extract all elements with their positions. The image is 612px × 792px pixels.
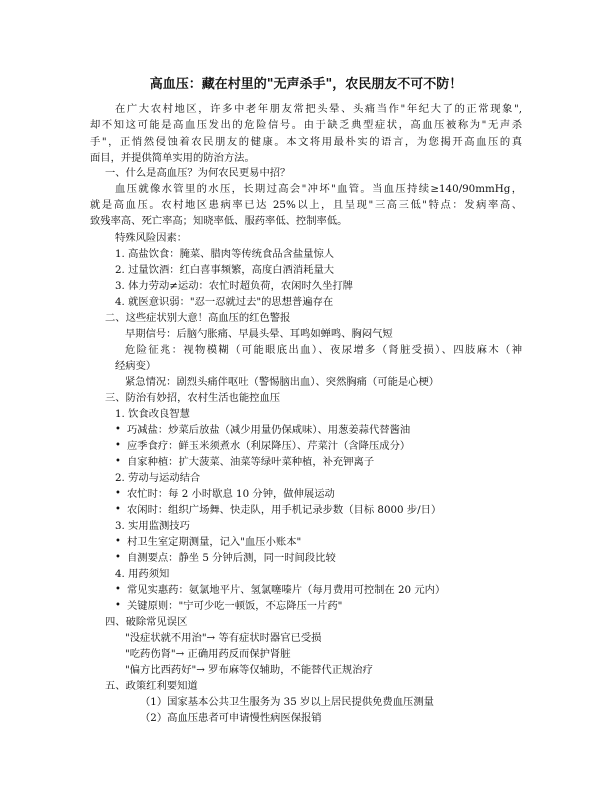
paragraph-line: 经病变） xyxy=(115,360,157,372)
paragraph-line: 危险征兆：视物模糊（可能眼底出血）、夜尿增多（肾脏受损）、四肢麻木（神 xyxy=(125,344,522,356)
bullet-icon: • xyxy=(115,584,121,595)
list-item: （2）高血压患者可申请慢性病医保报销 xyxy=(140,712,322,724)
list-item: 村卫生室定期测量，记入"血压小账本" xyxy=(127,536,302,548)
subheading: 1. 饮食改良智慧 xyxy=(115,408,190,420)
bullet-icon: • xyxy=(115,600,121,611)
section-heading: 二、这些症状别大意！高血压的红色警报 xyxy=(105,312,291,324)
list-item: 常见实惠药：氨氯地平片、氢氯噻嗪片（每月费用可控制在 20 元内） xyxy=(127,584,446,596)
intro-line: 却不知这可能是高血压发出的危险信号。由于缺乏典型症状，高血压被称为"无声杀 xyxy=(90,119,522,131)
bullet-icon: • xyxy=(115,440,121,451)
section-heading: 三、防治有妙招，农村生活也能控血压 xyxy=(105,392,281,404)
list-item: 关键原则："宁可少吃一顿饭，不忘降压一片药" xyxy=(127,600,343,612)
subheading: 特殊风险因素： xyxy=(115,232,188,244)
bullet-icon: • xyxy=(115,504,121,515)
list-item: 应季食疗：鲜玉米须煮水（利尿降压）、芹菜汁（含降压成分） xyxy=(127,440,411,452)
list-item: 2. 过量饮酒：红白喜事频繁，高度白酒消耗量大 xyxy=(115,264,335,276)
paragraph-line: 就是高血压。农村地区患病率已达 25%以上，且呈现"三高三低"特点：发病率高、 xyxy=(90,199,522,211)
bullet-icon: • xyxy=(115,424,121,435)
list-item: 农闲时：组织广场舞、快走队，用手机记录步数（目标 8000 步/日） xyxy=(127,504,442,516)
list-item: 农忙时：每 2 小时歇息 10 分钟，做伸展运动 xyxy=(127,488,335,500)
subheading: 2. 劳动与运动结合 xyxy=(115,472,201,484)
section-heading: 五、政策红利要知道 xyxy=(105,680,198,692)
subheading: 3. 实用监测技巧 xyxy=(115,520,190,532)
section-heading: 一、什么是高血压？为何农民更易中招？ xyxy=(105,167,291,179)
list-item: 4. 就医意识弱："忍一忍就过去"的思想普遍存在 xyxy=(115,296,334,308)
paragraph-line: 紧急情况：剧烈头痛伴呕吐（警惕脑出血）、突然胸痛（可能是心梗） xyxy=(125,376,440,388)
paragraph-line: 血压就像水管里的水压，长期过高会"冲坏"血管。当血压持续≥140/90mmHg， xyxy=(115,183,522,195)
list-item: "偏方比西药好"→ 罗布麻等仅辅助，不能替代正规治疗 xyxy=(125,664,373,676)
bullet-icon: • xyxy=(115,552,121,563)
list-item: 自测要点：静坐 5 分钟后测，同一时间段比较 xyxy=(127,552,336,564)
list-item: "没症状就不用治"→ 等有症状时器官已受损 xyxy=(125,632,322,644)
list-item: 3. 体力劳动≠运动：农忙时超负荷，农闲时久坐打牌 xyxy=(115,280,353,292)
subheading: 4. 用药须知 xyxy=(115,568,170,580)
list-item: 自家种植：扩大菠菜、油菜等绿叶菜种植，补充钾离子 xyxy=(127,456,375,468)
document-title: 高血压：藏在村里的"无声杀手"，农民朋友不可不防！ xyxy=(149,77,463,92)
paragraph-line: 早期信号：后脑勺胀痛、早晨头晕、耳鸣如蝉鸣、胸闷气短 xyxy=(125,328,393,340)
intro-line: 面目，并提供简单实用的防治方法。 xyxy=(90,152,255,164)
intro-line: 在广大农村地区，许多中老年朋友常把头晕、头痛当作"年纪大了的正常现象", xyxy=(115,103,522,115)
list-item: （1）国家基本公共卫生服务为 35 岁以上居民提供免费血压测量 xyxy=(140,696,434,708)
bullet-icon: • xyxy=(115,536,121,547)
list-item: "吃药伤肾"→ 正确用药反而保护肾脏 xyxy=(125,648,291,660)
list-item: 巧减盐：炒菜后放盐（减少用量仍保咸味）、用葱姜蒜代替酱油 xyxy=(127,424,411,436)
section-heading: 四、破除常见误区 xyxy=(105,616,188,628)
list-item: 1. 高盐饮食：腌菜、腊肉等传统食品含盐量惊人 xyxy=(115,248,335,260)
paragraph-line: 致残率高、死亡率高；知晓率低、服药率低、控制率低。 xyxy=(90,215,348,227)
bullet-icon: • xyxy=(115,456,121,467)
bullet-icon: • xyxy=(115,488,121,499)
intro-line: 手"，正悄然侵蚀着农民朋友的健康。本文将用最朴实的语言，为您揭开高血压的真 xyxy=(90,136,522,148)
